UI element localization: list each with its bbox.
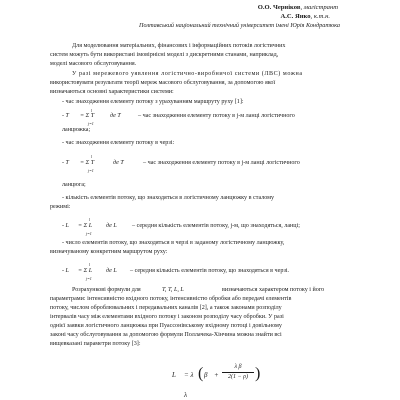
f4-sum-top: l bbox=[89, 262, 91, 267]
p3-line-4: інтервалів часу між елементами вхідного потоку і законом розподілу часу обробки. У разі bbox=[50, 314, 284, 320]
f2-sum: = Σ T bbox=[80, 160, 95, 166]
pk-eq: = λ bbox=[184, 371, 194, 379]
f4-lhs: - L bbox=[62, 268, 69, 274]
bullet-3-line-1: - кількість елементів потоку, що знаходяться в логістичному ланцюжку в сталому bbox=[62, 195, 275, 201]
f1-sum-bottom: j=1 bbox=[88, 121, 94, 126]
f2-de: де T bbox=[113, 160, 124, 166]
f2-sum-bottom: j=1 bbox=[88, 168, 94, 173]
f4-de: де L bbox=[106, 268, 117, 274]
f1-lhs: - T bbox=[62, 113, 69, 119]
pk-lhs: L bbox=[172, 371, 176, 379]
author-2-name: А.С. Янко bbox=[280, 13, 311, 20]
p2-line-3: визначаються основні характеристики системи: bbox=[50, 89, 174, 95]
bullet-2-cont: ланцюга; bbox=[62, 182, 86, 188]
f2-lhs: - T bbox=[62, 160, 69, 166]
f3-de: де L bbox=[106, 223, 117, 229]
bullet-3-desc: – середня кількість елементів потоку, j-м, що знаходяться, ланці; bbox=[132, 223, 300, 229]
p1-line-3: моделі масового обслуговування. bbox=[50, 61, 137, 67]
f1-sum-top: l bbox=[91, 108, 93, 113]
f3-sum-bottom: j=1 bbox=[86, 231, 92, 236]
author-line-1 bbox=[258, 4, 338, 11]
pk-fraction-bar bbox=[222, 372, 254, 373]
p3-line-5: однієї заявки логістичного ланцюжка при Пуассонівському вхідному потоці і довільному bbox=[50, 323, 282, 329]
p2-line-1: У разі мережевого уявлення логістично-виробничої системи (ЛВС) можна bbox=[72, 71, 303, 77]
p3-line-1b: визначаються характером потоку і його bbox=[222, 287, 325, 293]
author-line-2 bbox=[281, 13, 331, 20]
bullet-1-desc: – час знаходження елементу потоку в j-м ланці логістичного bbox=[138, 113, 295, 119]
bullet-2: - час знаходження елементу потоку в черзі: bbox=[62, 140, 175, 146]
author-1-role: , магістрант bbox=[300, 4, 338, 11]
affiliation: Полтавський національний технічний університет імені Юрія Кондратюка bbox=[139, 22, 340, 29]
bullet-1: - час знаходження елементу потоку з урахуванням маршруту руху [1]: bbox=[62, 99, 244, 105]
pk-denominator: 2(1 − ρ) bbox=[228, 374, 248, 380]
pk-beta: β bbox=[204, 371, 208, 379]
f1-sum: = Σ T bbox=[80, 113, 95, 119]
p3-line-1a: Розрахункові формули для bbox=[72, 287, 141, 293]
bullet-4-line-2: визначуваному конкретним маршрутом руху: bbox=[50, 249, 168, 255]
author-2-role: , к.т.н. bbox=[310, 13, 330, 20]
p3-line-6: законі часу обслуговування за допомогою формули Поллачека-Хінчина можна знайти всі bbox=[50, 332, 282, 338]
author-1-name: О.О. Черніков bbox=[257, 4, 301, 11]
f4-sum: = Σ L bbox=[78, 268, 93, 274]
f4-sum-bottom: j=1 bbox=[86, 276, 92, 281]
f3-sum-top: l bbox=[89, 217, 91, 222]
p3-line-7: вищевказані параметри потоку [3]: bbox=[50, 341, 141, 347]
p3-line-2: параметрами: інтенсивністю вхідного потоку, інтенсивністю обробки або передачі елементів bbox=[50, 296, 292, 302]
next-formula-lambda: λ bbox=[184, 391, 188, 399]
f3-sum: = Σ L bbox=[78, 223, 93, 229]
bullet-3-line-2: режимі: bbox=[50, 204, 71, 210]
p3-inline-params: T, T, L, L bbox=[162, 287, 184, 293]
p1-line-2: систем можуть бути використані імовірнісні моделі з дискретними станами, наприклад, bbox=[50, 52, 279, 58]
bullet-2-desc: – час знаходження елементу потоку в j-м ланці логістичного bbox=[143, 160, 300, 166]
pk-open-paren: ( bbox=[198, 365, 204, 382]
p3-line-3: потоку, числом оброблювальних і передавальних каналів [2], а також законами розподілу bbox=[50, 305, 282, 311]
f2-sum-top: l bbox=[91, 154, 93, 159]
bullet-4-line-1: - число елементів потоку, що знаходяться в черзі в заданому логістичному ланцюжку, bbox=[62, 240, 285, 246]
p1-line-1: Для моделювання матеріальних, фінансових і інформаційних потоків логістичних bbox=[72, 43, 286, 49]
pk-plus: + bbox=[214, 371, 219, 379]
bullet-1-cont: ланцюжка; bbox=[62, 127, 91, 133]
pk-numerator: λ β bbox=[234, 364, 242, 370]
pk-close-paren: ) bbox=[255, 365, 261, 382]
f3-lhs: - L bbox=[62, 223, 69, 229]
f1-de: де T bbox=[110, 113, 121, 119]
p2-line-2: використовувати результати теорії мереж масового обслуговування, за допомогою якої bbox=[50, 80, 276, 86]
bullet-4-desc: – середня кількість елементів потоку, що знаходяться в черзі. bbox=[130, 268, 290, 274]
